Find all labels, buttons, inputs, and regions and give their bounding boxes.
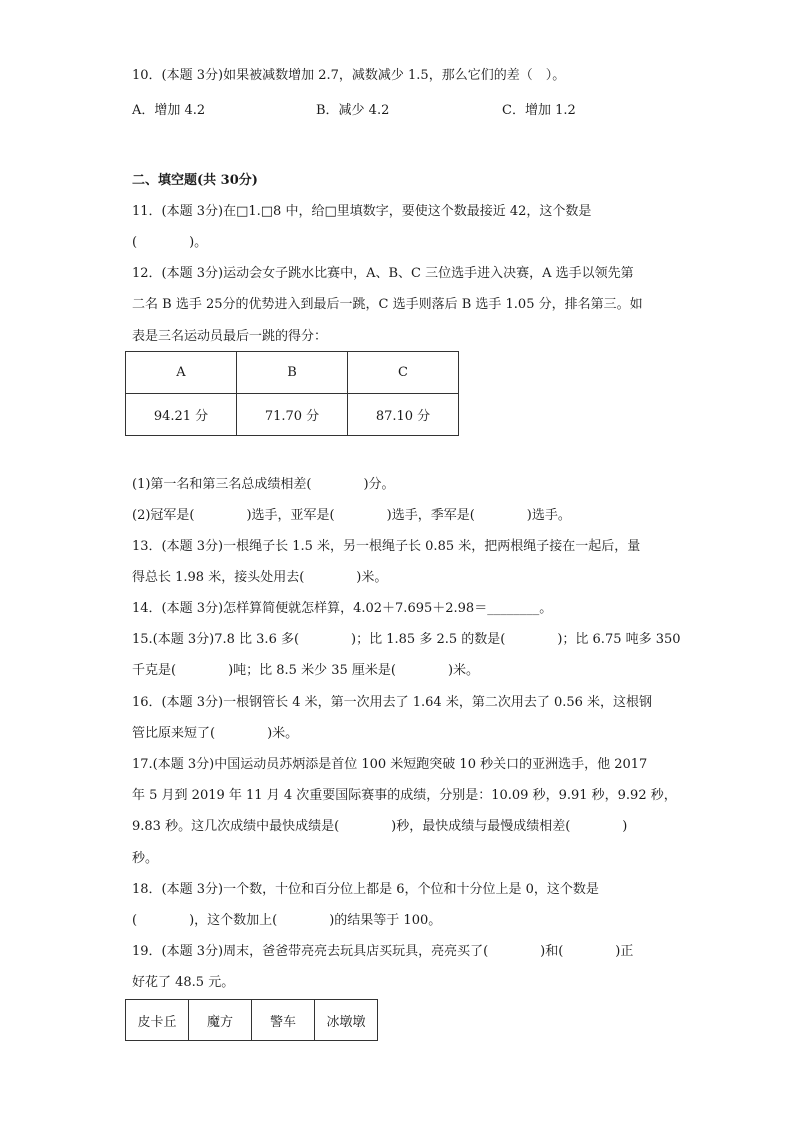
q11-line2: ( )。 <box>132 235 208 250</box>
toy-item-pikachu: 皮卡丘 <box>126 1000 189 1041</box>
q18-line1: 18．(本题 3分)一个数，十位和百分位上都是 6，个位和十分位上是 0，这个数是 <box>132 882 599 897</box>
q12-line1: 12．(本题 3分)运动会女子跳水比赛中，A、B、C 三位选手进入决赛，A 选手以领先第 <box>132 266 634 281</box>
q12-sub1: (1)第一名和第三名总成绩相差( )分。 <box>132 477 395 492</box>
toy-table <box>125 999 378 1041</box>
score-table-value-row <box>126 394 459 436</box>
score-table <box>125 351 459 436</box>
q10-option-a: A．增加 4.2 <box>132 103 206 118</box>
q14-line1: 14．(本题 3分)怎样算简便就怎样算，4.02＋7.695＋2.98＝________。 <box>132 601 553 616</box>
score-table-value-c: 87.10 分 <box>348 394 459 436</box>
score-table-header-row <box>126 352 459 394</box>
q12-sub2: (2)冠军是( )选手，亚军是( )选手，季军是( )选手。 <box>132 508 571 523</box>
q12-line3: 表是三名运动员最后一跳的得分： <box>132 329 328 344</box>
q15-line1: 15.(本题 3分)7.8 比 3.6 多( )；比 1.85 多 2.5 的数是( )；比 6.75 吨多 350 <box>132 632 681 647</box>
q10-option-c: C．增加 1.2 <box>502 103 576 118</box>
toy-item-police-car: 警车 <box>252 1000 315 1041</box>
score-table-header-b: B <box>237 352 348 394</box>
q17-line2: 年 5 月到 2019 年 11 月 4 次重要国际赛事的成绩，分别是：10.09 秒，9.91 秒，9.92 秒， <box>132 788 677 803</box>
q13-line2: 得总长 1.98 米，接头处用去( )米。 <box>132 570 388 585</box>
toy-item-rubiks-cube: 魔方 <box>189 1000 252 1041</box>
q16-line2: 管比原来短了( )米。 <box>132 726 299 741</box>
q18-line2: ( )，这个数加上( )的结果等于 100。 <box>132 913 442 928</box>
q10-text: 10．(本题 3分)如果被减数增加 2.7，减数减少 1.5，那么它们的差（ ）。 <box>132 68 566 83</box>
q13-line1: 13．(本题 3分)一根绳子长 1.5 米，另一根绳子长 0.85 米，把两根绳子接在一起后，量 <box>132 539 641 554</box>
score-table-header-c: C <box>348 352 459 394</box>
toy-item-bing-dwen-dwen: 冰墩墩 <box>315 1000 378 1041</box>
q10-option-b: B．减少 4.2 <box>316 103 390 118</box>
q17-line1: 17.(本题 3分)中国运动员苏炳添是首位 100 米短跑突破 10 秒关口的亚洲选手，他 2017 <box>132 757 648 772</box>
q12-line2: 二名 B 选手 25分的优势进入到最后一跳，C 选手则落后 B 选手 1.05 分，排名第三。如 <box>132 297 643 312</box>
q17-line3: 9.83 秒。这几次成绩中最快成绩是( )秒，最快成绩与最慢成绩相差( ) <box>132 819 628 834</box>
score-table-header-a: A <box>126 352 237 394</box>
score-table-value-a: 94.21 分 <box>126 394 237 436</box>
q17-line4: 秒。 <box>132 851 159 866</box>
toy-table-row <box>126 1000 378 1041</box>
q15-line2: 千克是( )吨；比 8.5 米少 35 厘米是( )米。 <box>132 663 480 678</box>
q19-line2: 好花了 48.5 元。 <box>132 975 235 990</box>
q16-line1: 16．(本题 3分)一根钢管长 4 米，第一次用去了 1.64 米，第二次用去了 0.56 米，这根钢 <box>132 695 653 710</box>
score-table-value-b: 71.70 分 <box>237 394 348 436</box>
section-heading: 二、填空题(共 30分) <box>132 173 258 188</box>
q19-line1: 19．(本题 3分)周末，爸爸带亮亮去玩具店买玩具，亮亮买了( )和( )正 <box>132 944 634 959</box>
q11-line1: 11．(本题 3分)在□1.□8 中，给□里填数字，要使这个数最接近 42，这个数是 <box>132 204 592 219</box>
